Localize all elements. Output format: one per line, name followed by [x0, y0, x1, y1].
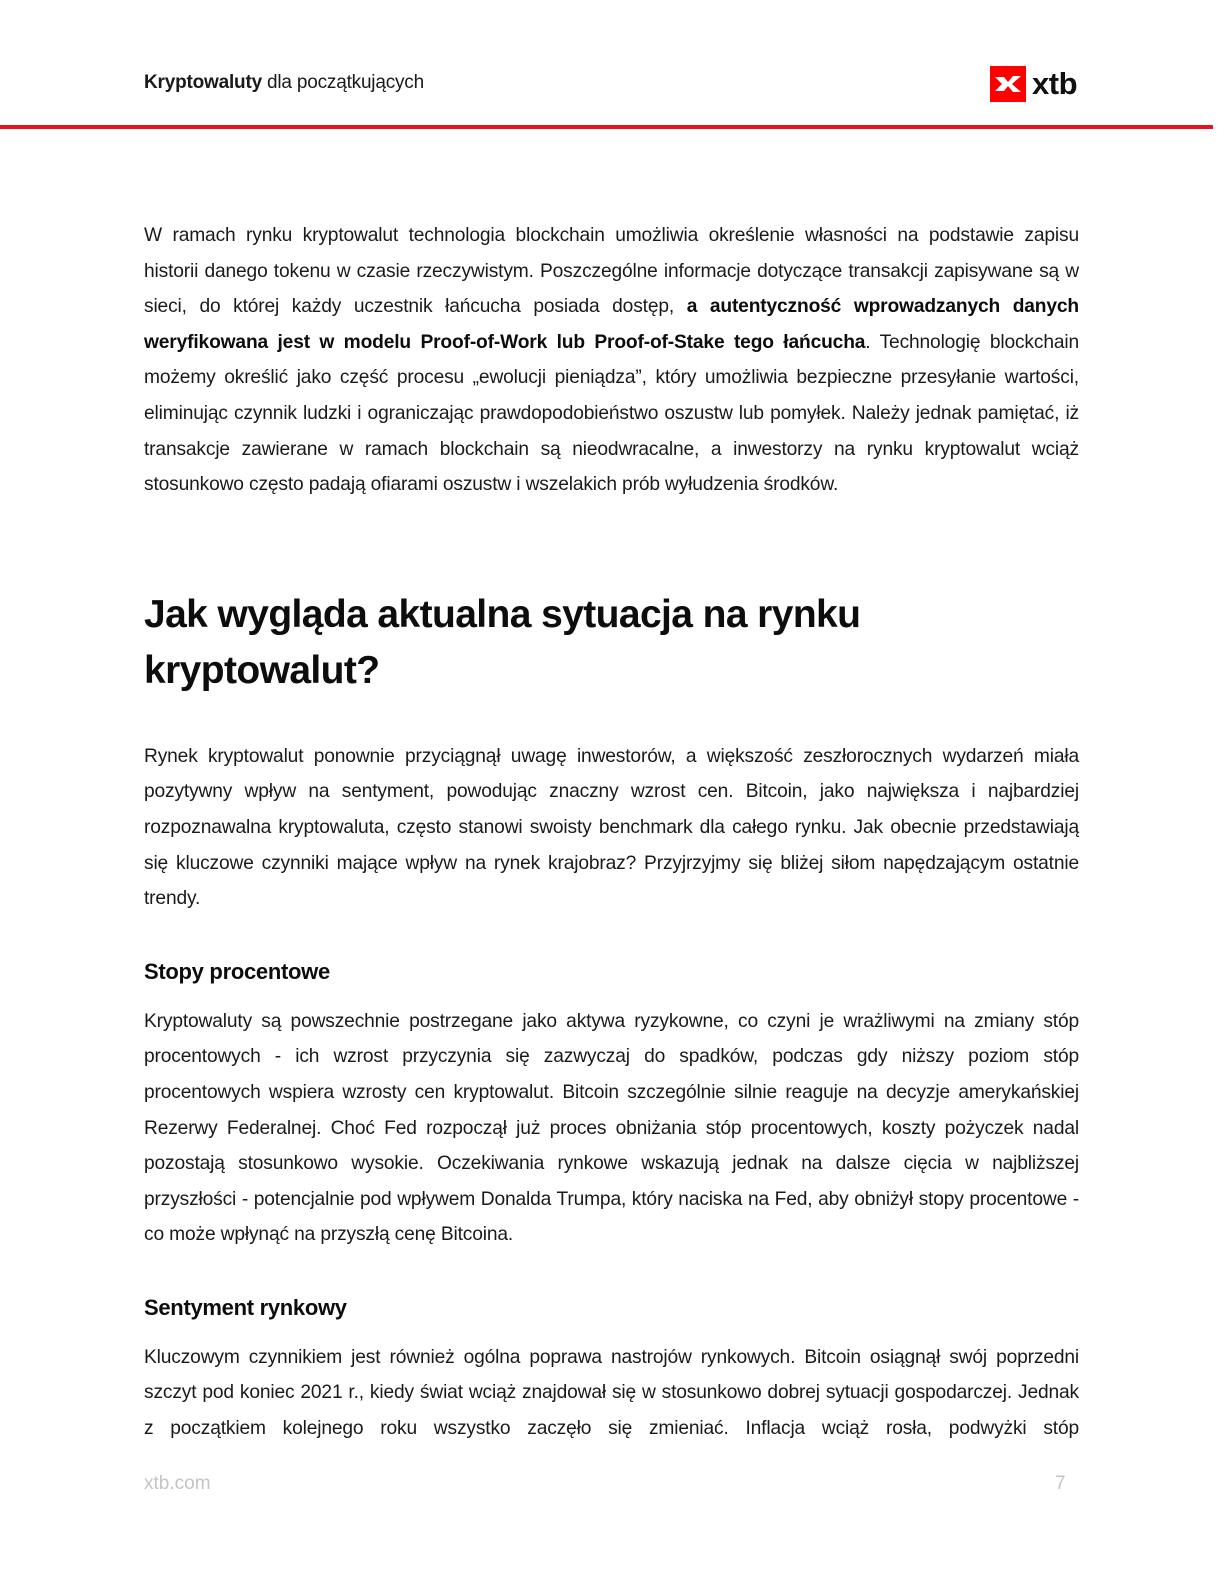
section-heading: Jak wygląda aktualna sytuacja na rynku kryptowalut? [144, 592, 861, 692]
page-content [144, 218, 1079, 1447]
subsection-paragraph-interest-rates: Kryptowaluty są powszechnie postrzegane jako aktywa ryzykowne, co czyni je wrażliwymi na zmiany stóp procentowych - ich wzrost przyczynia się zazwyczaj do spadków, podczas gdy niższy poziom stóp procentowych wspiera wzrosty cen kryptowalut. Bitcoin szczególnie silnie reaguje na decyzje amerykańskiej Rezerwy Federalnej. Choć Fed rozpoczął już proces obniżania stóp procentowych, koszty pożyczek nadal pozostają stosunkowo wysokie. Oczekiwania rynkowe wskazują jednak na dalsze cięcia w najbliższej przyszłości - potencjalnie pod wpływem Donalda Trumpa, który naciska na Fed, aby obniżył stopy procentowe - co może wpłynąć na przyszłą cenę Bitcoina. [144, 1010, 1079, 1246]
footer-website-link[interactable]: xtb.com [144, 1473, 211, 1494]
subsection-heading-interest-rates: Stopy procentowe [144, 958, 330, 984]
xtb-x-icon [990, 66, 1026, 102]
document-title-rest: dla początkujących [261, 72, 424, 93]
document-title [144, 72, 424, 94]
intro-text-part1: W ramach rynku kryptowalut technologia blockchain umożliwia określenie własności na podstawie zapisu historii danego tokenu w czasie rzeczywistym. Poszczególne informacje dotyczące transakcji zapisywane są w sieci, do której każdy uczestnik łańcucha posiada dostęp, [144, 225, 1079, 318]
xtb-x-glyph [994, 74, 1022, 94]
subsection-heading-market-sentiment: Sentyment rynkowy [144, 1294, 347, 1320]
intro-text-part2: . Technologię blockchain możemy określić jako część procesu „ewolucji pieniądza”, który umożliwia bezpieczne przesyłanie wartości, eliminując czynnik ludzki i ograniczając prawdopodobieństwo oszustw lub pomyłek. Należy jednak pamiętać, iż transakcje zawierane w ramach blockchain są nieodwracalne, a inwestorzy na rynku kryptowalut wciąż stosunkowo często padają ofiarami oszustw i wszelakich prób wyłudzenia środków. [144, 331, 1079, 496]
document-title-bold: Kryptowaluty [144, 72, 262, 93]
page-header [0, 0, 1225, 130]
intro-paragraph [144, 218, 1079, 503]
xtb-logo-text: xtb [1032, 66, 1077, 101]
intro-text-bold: a autentyczność wprowadzanych danych weryfikowana jest w modelu Proof-of-Work lub Proof-of-Stake tego łańcucha [144, 296, 1079, 353]
section-paragraph: Rynek kryptowalut ponownie przyciągnął uwagę inwestorów, a większość zeszłorocznych wydarzeń miała pozytywny wpływ na sentyment, powodując znaczny wzrost cen. Bitcoin, jako największa i najbardziej rozpoznawalna kryptowaluta, często stanowi swoisty benchmark dla całego rynku. Jak obecnie przedstawiają się kluczowe czynniki mające wpływ na rynek krajobraz? Przyjrzyjmy się bliżej siłom napędzającym ostatnie trendy. [144, 745, 1079, 910]
page-number: 7 [1055, 1473, 1066, 1494]
xtb-logo[interactable] [990, 66, 1077, 102]
subsection-paragraph-market-sentiment: Kluczowym czynnikiem jest również ogólna poprawa nastrojów rynkowych. Bitcoin osiągnął swój poprzedni szczyt pod koniec 2021 r., kiedy świat wciąż znajdował się w stosunkowo dobrej sytuacji gospodarczej. Jednak z początkiem kolejnego roku wszystko zaczęło się zmieniać. Inflacja wciąż rosła, podwyżki stóp [144, 1346, 1079, 1440]
header-divider [0, 125, 1213, 129]
